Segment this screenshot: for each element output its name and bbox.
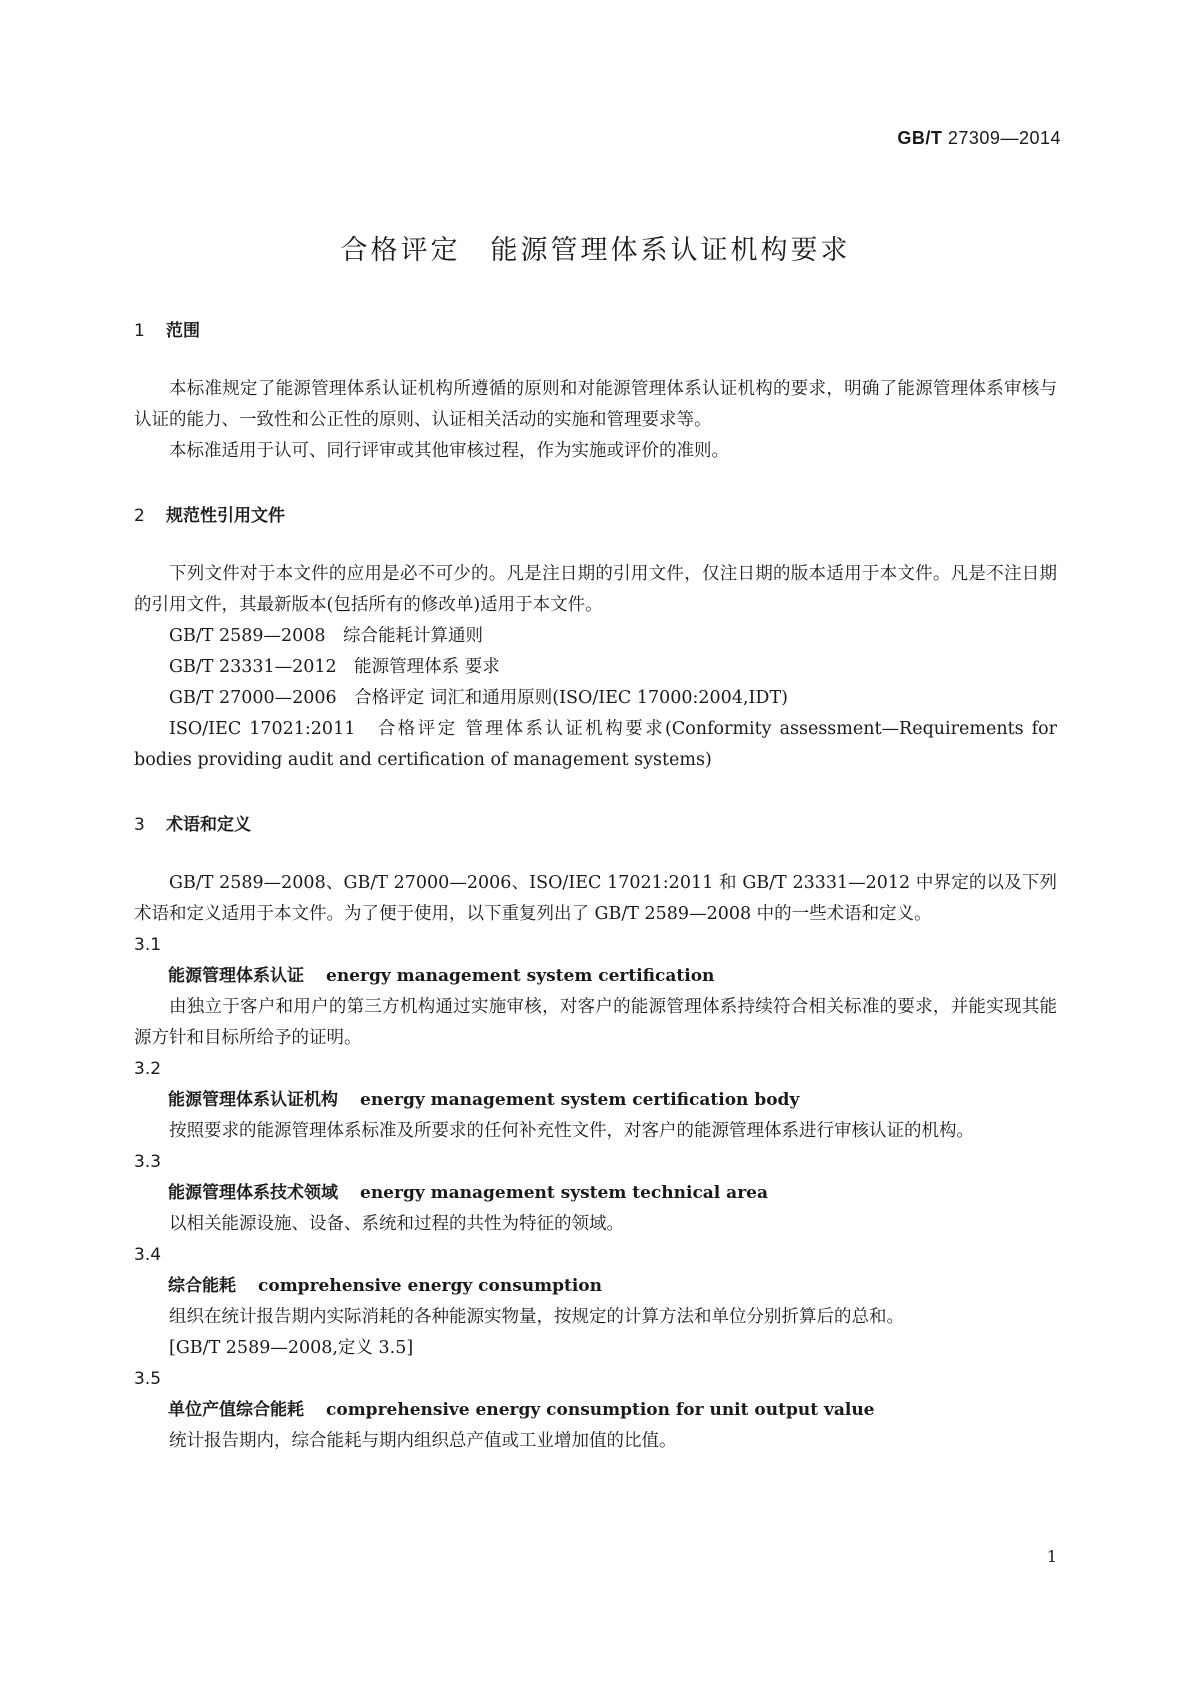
section-1-number: 1 bbox=[134, 321, 145, 341]
clause-number: 3.3 bbox=[134, 1152, 162, 1172]
reference-item-long: ISO/IEC 17021:2011 合格评定 管理体系认证机构要求(Conformity assessment—Requirements for bodies providing audit and certification of management systems) bbox=[134, 719, 1057, 770]
standard-number bbox=[897, 128, 1061, 149]
term-entry bbox=[134, 1085, 1057, 1116]
section-3-heading bbox=[134, 810, 1057, 841]
section-1-heading bbox=[134, 316, 1057, 347]
standard-prefix: GB/T bbox=[897, 128, 943, 148]
term-source-note: [GB/T 2589—2008,定义 3.5] bbox=[169, 1338, 414, 1358]
term-chinese: 单位产值综合能耗 bbox=[168, 1400, 304, 1420]
reference-item: GB/T 27000—2006 合格评定 词汇和通用原则(ISO/IEC 17000:2004,IDT) bbox=[169, 688, 788, 708]
section-3-intro: GB/T 2589—2008、GB/T 27000—2006、ISO/IEC 17021:2011 和 GB/T 23331—2012 中界定的以及下列术语和定义适用于本文件。为了便于使用，以下重复列出了 GB/T 2589—2008 中的一些术语和定义。 bbox=[134, 873, 1057, 924]
section-1-paragraph-2: 本标准适用于认可、同行评审或其他审核过程，作为实施或评价的准则。 bbox=[169, 441, 729, 461]
term-english: comprehensive energy consumption bbox=[258, 1276, 603, 1296]
term-entry bbox=[134, 1178, 1057, 1209]
section-2-title: 规范性引用文件 bbox=[166, 506, 285, 526]
clause-number: 3.5 bbox=[134, 1369, 162, 1389]
section-3-title: 术语和定义 bbox=[166, 815, 251, 835]
term-chinese: 能源管理体系认证 bbox=[168, 966, 304, 986]
term-entry bbox=[134, 961, 1057, 992]
clause-number: 3.4 bbox=[134, 1245, 162, 1265]
term-entry bbox=[134, 1395, 1057, 1426]
term-definition: 组织在统计报告期内实际消耗的各种能源实物量，按规定的计算方法和单位分别折算后的总和。 bbox=[169, 1307, 904, 1327]
standard-number-value: 27309—2014 bbox=[947, 128, 1061, 148]
term-definition: 统计报告期内，综合能耗与期内组织总产值或工业增加值的比值。 bbox=[169, 1431, 677, 1451]
term-definition: 按照要求的能源管理体系标准及所要求的任何补充性文件，对客户的能源管理体系进行审核认证的机构。 bbox=[169, 1121, 974, 1141]
term-english: energy management system certification body bbox=[360, 1090, 800, 1110]
section-2-number: 2 bbox=[134, 506, 145, 526]
document-body bbox=[134, 316, 1057, 1457]
term-definition: 由独立于客户和用户的第三方机构通过实施审核，对客户的能源管理体系持续符合相关标准的要求，并能实现其能源方针和目标所给予的证明。 bbox=[134, 997, 1057, 1048]
term-chinese: 综合能耗 bbox=[168, 1276, 236, 1296]
document-title: 合格评定 能源管理体系认证机构要求 bbox=[340, 235, 851, 266]
term-entry bbox=[134, 1271, 1057, 1302]
term-english: energy management system technical area bbox=[360, 1183, 768, 1203]
section-2-heading bbox=[134, 501, 1057, 532]
term-chinese: 能源管理体系认证机构 bbox=[168, 1090, 338, 1110]
clause-number: 3.1 bbox=[134, 935, 162, 955]
reference-item: GB/T 23331—2012 能源管理体系 要求 bbox=[169, 657, 500, 677]
term-chinese: 能源管理体系技术领域 bbox=[168, 1183, 338, 1203]
term-english: energy management system certification bbox=[326, 966, 715, 986]
clause-number: 3.2 bbox=[134, 1059, 162, 1079]
term-english: comprehensive energy consumption for unit output value bbox=[326, 1400, 875, 1420]
section-3-number: 3 bbox=[134, 815, 145, 835]
reference-item: GB/T 2589—2008 综合能耗计算通则 bbox=[169, 626, 484, 646]
page-number: 1 bbox=[1046, 1547, 1057, 1566]
section-1-title: 范围 bbox=[166, 321, 200, 341]
section-1-paragraph-1: 本标准规定了能源管理体系认证机构所遵循的原则和对能源管理体系认证机构的要求，明确了能源管理体系审核与认证的能力、一致性和公正性的原则、认证相关活动的实施和管理要求等。 bbox=[134, 379, 1057, 430]
section-2-intro: 下列文件对于本文件的应用是必不可少的。凡是注日期的引用文件，仅注日期的版本适用于本文件。凡是不注日期的引用文件，其最新版本(包括所有的修改单)适用于本文件。 bbox=[134, 564, 1057, 615]
term-definition: 以相关能源设施、设备、系统和过程的共性为特征的领域。 bbox=[169, 1214, 624, 1234]
